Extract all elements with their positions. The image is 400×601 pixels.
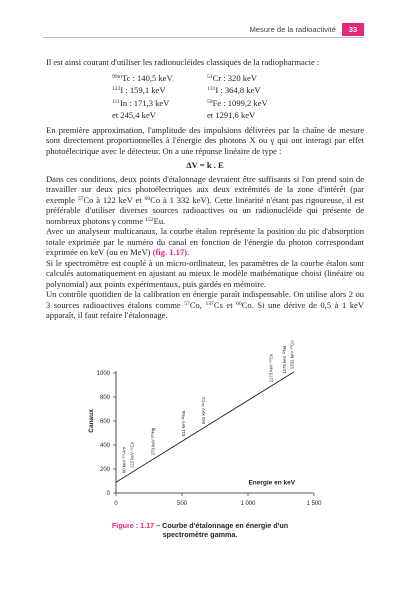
isotope-item: $^{51}$Cr : 320 keV	[207, 72, 257, 83]
running-title: Mesure de la radioactivité	[249, 25, 336, 34]
peak-label: 60 keV ²⁴¹Am	[121, 446, 127, 474]
isotope-list	[112, 73, 364, 121]
isotope-item: $^{131}$I : 364,8 keV	[207, 85, 261, 95]
y-tick-label: 800	[99, 395, 110, 401]
figure-caption	[100, 521, 300, 539]
page-header	[43, 24, 364, 38]
peak-label: 1332 keV ⁶⁰Co	[289, 340, 295, 370]
peak-label: 511 keV ²²Na	[180, 410, 186, 437]
isotope-item: $^{59}$Fe : 1099,2 keV	[207, 97, 268, 108]
y-axis-label: Canaux	[88, 409, 95, 433]
isotope-item: $^{111}$In : 171,3 keV	[112, 97, 170, 108]
isotope-item: $^{99m}$Tc : 140,5 keV	[112, 72, 173, 83]
isotope-item: et 1291,6 keV	[207, 110, 256, 120]
isotope-item: et 245,4 keV	[112, 110, 156, 120]
y-tick-label: 400	[99, 443, 110, 449]
y-tick-label: 0	[106, 491, 110, 497]
y-tick-label: 200	[99, 467, 110, 473]
caption-text: – Courbe d'étalonnage en énergie d'un spectromètre gamma.	[154, 521, 289, 539]
microcomputer-paragraph: Si le spectromètre est couplé à un micro-ordinateur, les paramètres de la courbe étalon sont calculés automatiquement en ajustant au mieux le modèle mathématique choisi (linéaire ou polynomial) aux points expérimentaux, puis gardés en mémoire.	[46, 257, 364, 289]
peak-label: 279 keV ²⁰³Hg	[150, 427, 156, 456]
peak-label: 122 keV ⁵⁷Co	[129, 441, 135, 469]
peak-label: 1275 keV ²²Na	[281, 345, 287, 374]
intro-paragraph: Il est ainsi courant d'utiliser les radionucléides classiques de la radiopharmacie :	[46, 57, 320, 67]
caption-label: Figure : 1.17	[111, 521, 155, 530]
peak-label: 1173 keV ⁶⁰Co	[268, 353, 274, 383]
x-tick-label: 500	[176, 501, 188, 507]
isotope-item: $^{123}$I : 159,1 keV	[112, 85, 166, 95]
y-tick-label: 600	[99, 419, 110, 425]
x-tick-label: 1 500	[306, 501, 322, 507]
x-axis-label: Energie en keV	[248, 479, 296, 487]
x-tick-label: 1 000	[240, 501, 256, 507]
page-number-badge: 33	[342, 23, 364, 36]
y-tick-label: 1000	[96, 371, 110, 377]
calibration-chart	[86, 340, 322, 523]
x-tick-label: 0	[114, 501, 118, 507]
formula: ΔV = k . E	[186, 160, 224, 170]
conditions-paragraph: Dans ces conditions, deux points d'étalonnage devraient être suffisants si l'on prend soin de travailler sur deux pics photoélectriques aux deux extrémités de la zone d'intérêt (par exemple $^{57}$Co à 122 keV et $^{60}$Co à 1 332 keV). Cette linéarité n'étant pas rigoureuse, il est préférable d'utiliser diverses sources radioactives ou un radionucléide qui présente de nombreux photons γ comme $^{152}$Eu.	[46, 173, 364, 226]
body-text	[46, 57, 364, 321]
calibration-line	[116, 372, 294, 482]
calibration-chart-svg	[86, 340, 322, 518]
control-paragraph: Un contrôle quotidien de la calibration en énergie paraît indispensable. On utilise alors 2 ou 3 sources radioactives étalons comme $^{57}$Co, $^{137}$Cs et $^{60}$Co. Si une dérive de 0,5 à 1 keV apparaît, il faut refaire l'étalonnage.	[46, 289, 364, 320]
multichannel-paragraph: Avec un analyseur multicanaux, la courbe étalon représente la position du pic d'absorption totale exprimée par le numéro du canal en fonction de l'énergie du photon correspondant exprimée en keV (ou en MeV) (fig. 1.17).	[46, 226, 364, 257]
figure-reference[interactable]: (fig. 1.17)	[152, 247, 188, 257]
approximation-paragraph: En première approximation, l'amplitude des impulsions délivrées par la chaîne de mesure sont directement proportionnelles à l'énergie des photons X ou γ qui ont interagi par effet photoélectrique avec le détecteur. On a une réponse linéaire de type :	[46, 124, 364, 156]
peak-label: 662 keV ¹³⁷Cs	[200, 396, 206, 425]
